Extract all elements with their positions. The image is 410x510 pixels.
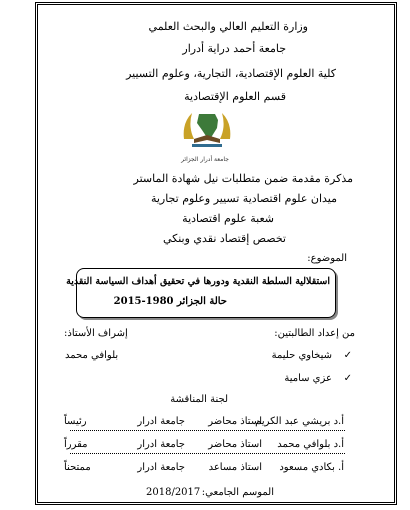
member-institution: جامعة ادرار (137, 439, 185, 450)
committee-label: لجنة المناقشة (170, 394, 228, 405)
member-rank: استاذ محاضر (208, 439, 262, 450)
subject-label: الموضوع: (307, 253, 347, 264)
member-role: مقرراً (64, 439, 88, 450)
supervisor-name: بلوافي محمد (65, 350, 119, 361)
faculty-name: كلية العلوم الإقتصادية، التجارية، وعلوم التسيير (126, 67, 336, 80)
member-name: أ. بكادي مسعود (279, 462, 344, 473)
dotted-divider (70, 453, 345, 454)
thesis-type: مذكرة مقدمة ضمن متطلبات نيل شهادة الماستر (133, 172, 353, 185)
academic-year-value: 2018/2017 (146, 487, 201, 498)
university-name: جامعة أحمد دراية أدرار (182, 42, 286, 55)
university-emblem-icon (178, 105, 236, 157)
students-label: من إعداد الطالبتين: (274, 328, 355, 339)
thesis-title-line2: حالة الجزائر 1980-2015 (113, 296, 227, 307)
logo-caption: جامعة أدرار الجزائر (181, 156, 229, 163)
member-rank: استاذ مساعد (208, 462, 262, 473)
member-name: أ.د بريشي عبد الكريم (255, 416, 344, 427)
dotted-divider (70, 430, 345, 431)
department-name: قسم العلوم الإقتصادية (184, 90, 286, 103)
academic-year-label: الموسم الجامعي: (201, 487, 274, 498)
member-institution: جامعة ادرار (137, 416, 185, 427)
student-name-1: شيخاوي حليمة (271, 350, 332, 361)
thesis-title-line1: استقلالية السلطة النقدية ودورها في تحقيق أهداف السياسة النقدية (66, 276, 330, 287)
check-icon: ✓ (343, 350, 352, 361)
student-name-2: عزي سامية (284, 373, 332, 384)
member-role: رئيساً (64, 416, 87, 427)
member-name: أ.د بلوافي محمد (277, 439, 344, 450)
member-role: ممتحناً (64, 462, 91, 473)
supervisor-label: إشراف الأستاذ: (64, 328, 128, 339)
thesis-branch: شعبة علوم اقتصادية (182, 212, 274, 225)
check-icon: ✓ (343, 373, 352, 384)
ministry-name: وزارة التعليم العالي والبحث العلمي (148, 20, 308, 33)
member-rank: استاذ محاضر (208, 416, 262, 427)
thesis-field: ميدان علوم اقتصادية تسيير وعلوم تجارية (150, 192, 337, 205)
member-institution: جامعة ادرار (137, 462, 185, 473)
thesis-specialty: تخصص إقتصاد نقدي وبنكي (162, 232, 286, 245)
